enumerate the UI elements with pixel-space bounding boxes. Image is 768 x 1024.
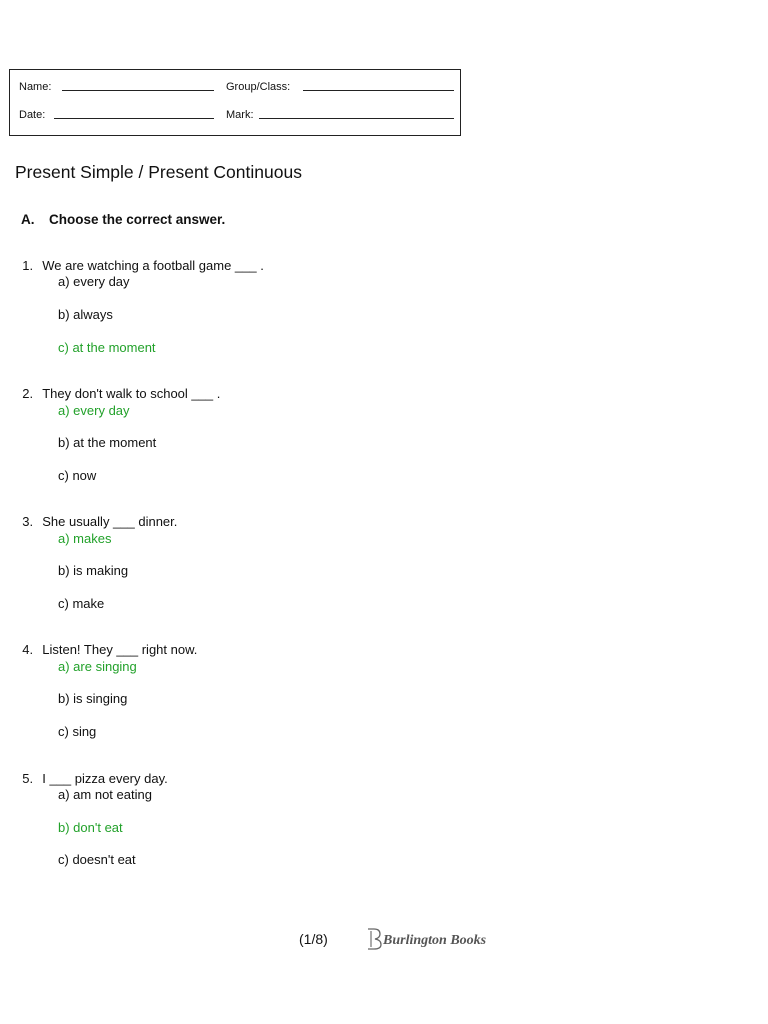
date-label: Date: <box>19 109 46 121</box>
page-number: (1/8) <box>299 931 328 947</box>
answer-option[interactable]: c) doesn't eat <box>58 852 136 867</box>
answer-option-correct[interactable]: a) are singing <box>58 659 137 674</box>
question-text: We are watching a football game ___ . <box>42 258 264 273</box>
date-field[interactable] <box>54 118 214 119</box>
question <box>15 242 264 274</box>
answer-option[interactable]: c) make <box>58 596 105 611</box>
question <box>15 626 197 658</box>
group-class-field[interactable] <box>303 90 454 91</box>
question <box>15 370 220 402</box>
question-text: She usually ___ dinner. <box>42 514 178 529</box>
question-text: Listen! They ___ right now. <box>42 642 198 657</box>
answer-option[interactable]: c) sing <box>58 724 97 739</box>
question-text: They don't walk to school ___ . <box>42 386 221 401</box>
answer-option[interactable]: b) at the moment <box>58 435 157 450</box>
worksheet-title: Present Simple / Present Continuous <box>15 162 302 182</box>
burlington-b-logo-icon <box>366 928 382 950</box>
section-heading <box>21 211 225 229</box>
mark-field[interactable] <box>259 118 454 119</box>
question <box>15 755 168 787</box>
section-letter: A. <box>21 212 35 227</box>
publisher-name: Burlington Books <box>383 933 487 948</box>
question-number: 3. <box>22 514 34 529</box>
question-number: 2. <box>22 386 34 401</box>
answer-option[interactable]: a) every day <box>58 274 130 289</box>
question-number: 1. <box>22 258 34 273</box>
question <box>15 498 177 530</box>
answer-option[interactable]: a) am not eating <box>58 787 152 802</box>
name-field[interactable] <box>62 90 214 91</box>
question-number: 5. <box>22 771 34 786</box>
question-text: I ___ pizza every day. <box>42 771 168 786</box>
student-info-box <box>9 69 461 136</box>
publisher-logo <box>366 927 486 951</box>
answer-option-correct[interactable]: a) every day <box>58 403 130 418</box>
answer-option[interactable]: c) now <box>58 468 97 483</box>
group-class-label: Group/Class: <box>226 81 291 93</box>
answer-option[interactable]: b) is singing <box>58 691 128 706</box>
section-instruction: Choose the correct answer. <box>49 212 226 227</box>
answer-option[interactable]: b) always <box>58 307 113 322</box>
answer-option-correct[interactable]: b) don't eat <box>58 820 123 835</box>
mark-label: Mark: <box>226 109 254 121</box>
name-label: Name: <box>19 81 52 93</box>
answer-option[interactable]: b) is making <box>58 563 129 578</box>
answer-option-correct[interactable]: a) makes <box>58 531 112 546</box>
answer-option-correct[interactable]: c) at the moment <box>58 340 156 355</box>
question-number: 4. <box>22 642 34 657</box>
